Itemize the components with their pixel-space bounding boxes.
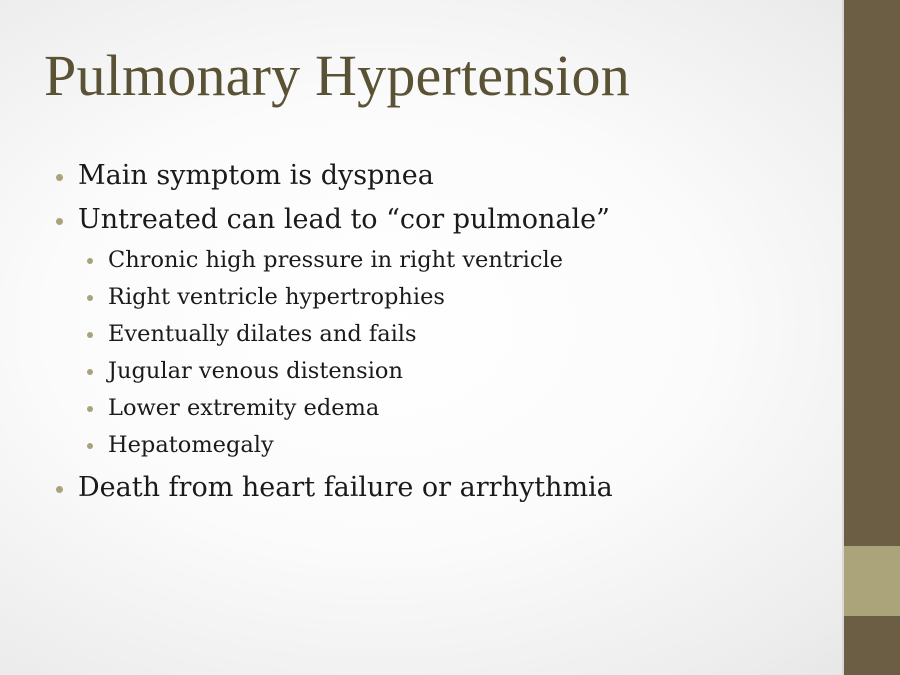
- bullet-marker: [87, 332, 93, 338]
- bullet-text: Jugular venous distension: [108, 358, 403, 384]
- bullet-marker: [87, 258, 93, 264]
- bullet-marker: [56, 486, 63, 493]
- bullet-text: Hepatomegaly: [108, 432, 274, 458]
- bullet-item: [78, 204, 610, 235]
- bullet-marker: [87, 369, 93, 375]
- bullet-text: Main symptom is dyspnea: [78, 160, 434, 191]
- sub-bullet-item: [108, 247, 563, 273]
- bullet-text: Untreated can lead to “cor pulmonale”: [78, 204, 610, 235]
- bullet-marker: [56, 174, 63, 181]
- bullet-marker: [56, 218, 63, 225]
- sub-bullet-item: [108, 321, 417, 347]
- bullet-item: [78, 160, 434, 191]
- sidebar-dark-band: [844, 0, 900, 546]
- sub-bullet-item: [108, 395, 379, 421]
- sub-bullet-item: [108, 358, 403, 384]
- bullet-marker: [87, 443, 93, 449]
- bullet-text: Lower extremity edema: [108, 395, 380, 421]
- sidebar-dark-band: [844, 616, 900, 675]
- slide-title: Pulmonary Hypertension: [44, 43, 630, 108]
- bullet-item: [78, 472, 613, 503]
- bullet-text: Death from heart failure or arrhythmia: [78, 472, 613, 503]
- sidebar-accent-band: [844, 546, 900, 616]
- bullet-text: Right ventricle hypertrophies: [108, 284, 445, 310]
- bullet-text: Chronic high pressure in right ventricle: [108, 247, 563, 273]
- bullet-marker: [87, 295, 93, 301]
- sub-bullet-item: [108, 432, 274, 458]
- bullet-text: Eventually dilates and fails: [108, 321, 417, 347]
- bullet-marker: [87, 406, 93, 412]
- sub-bullet-item: [108, 284, 445, 310]
